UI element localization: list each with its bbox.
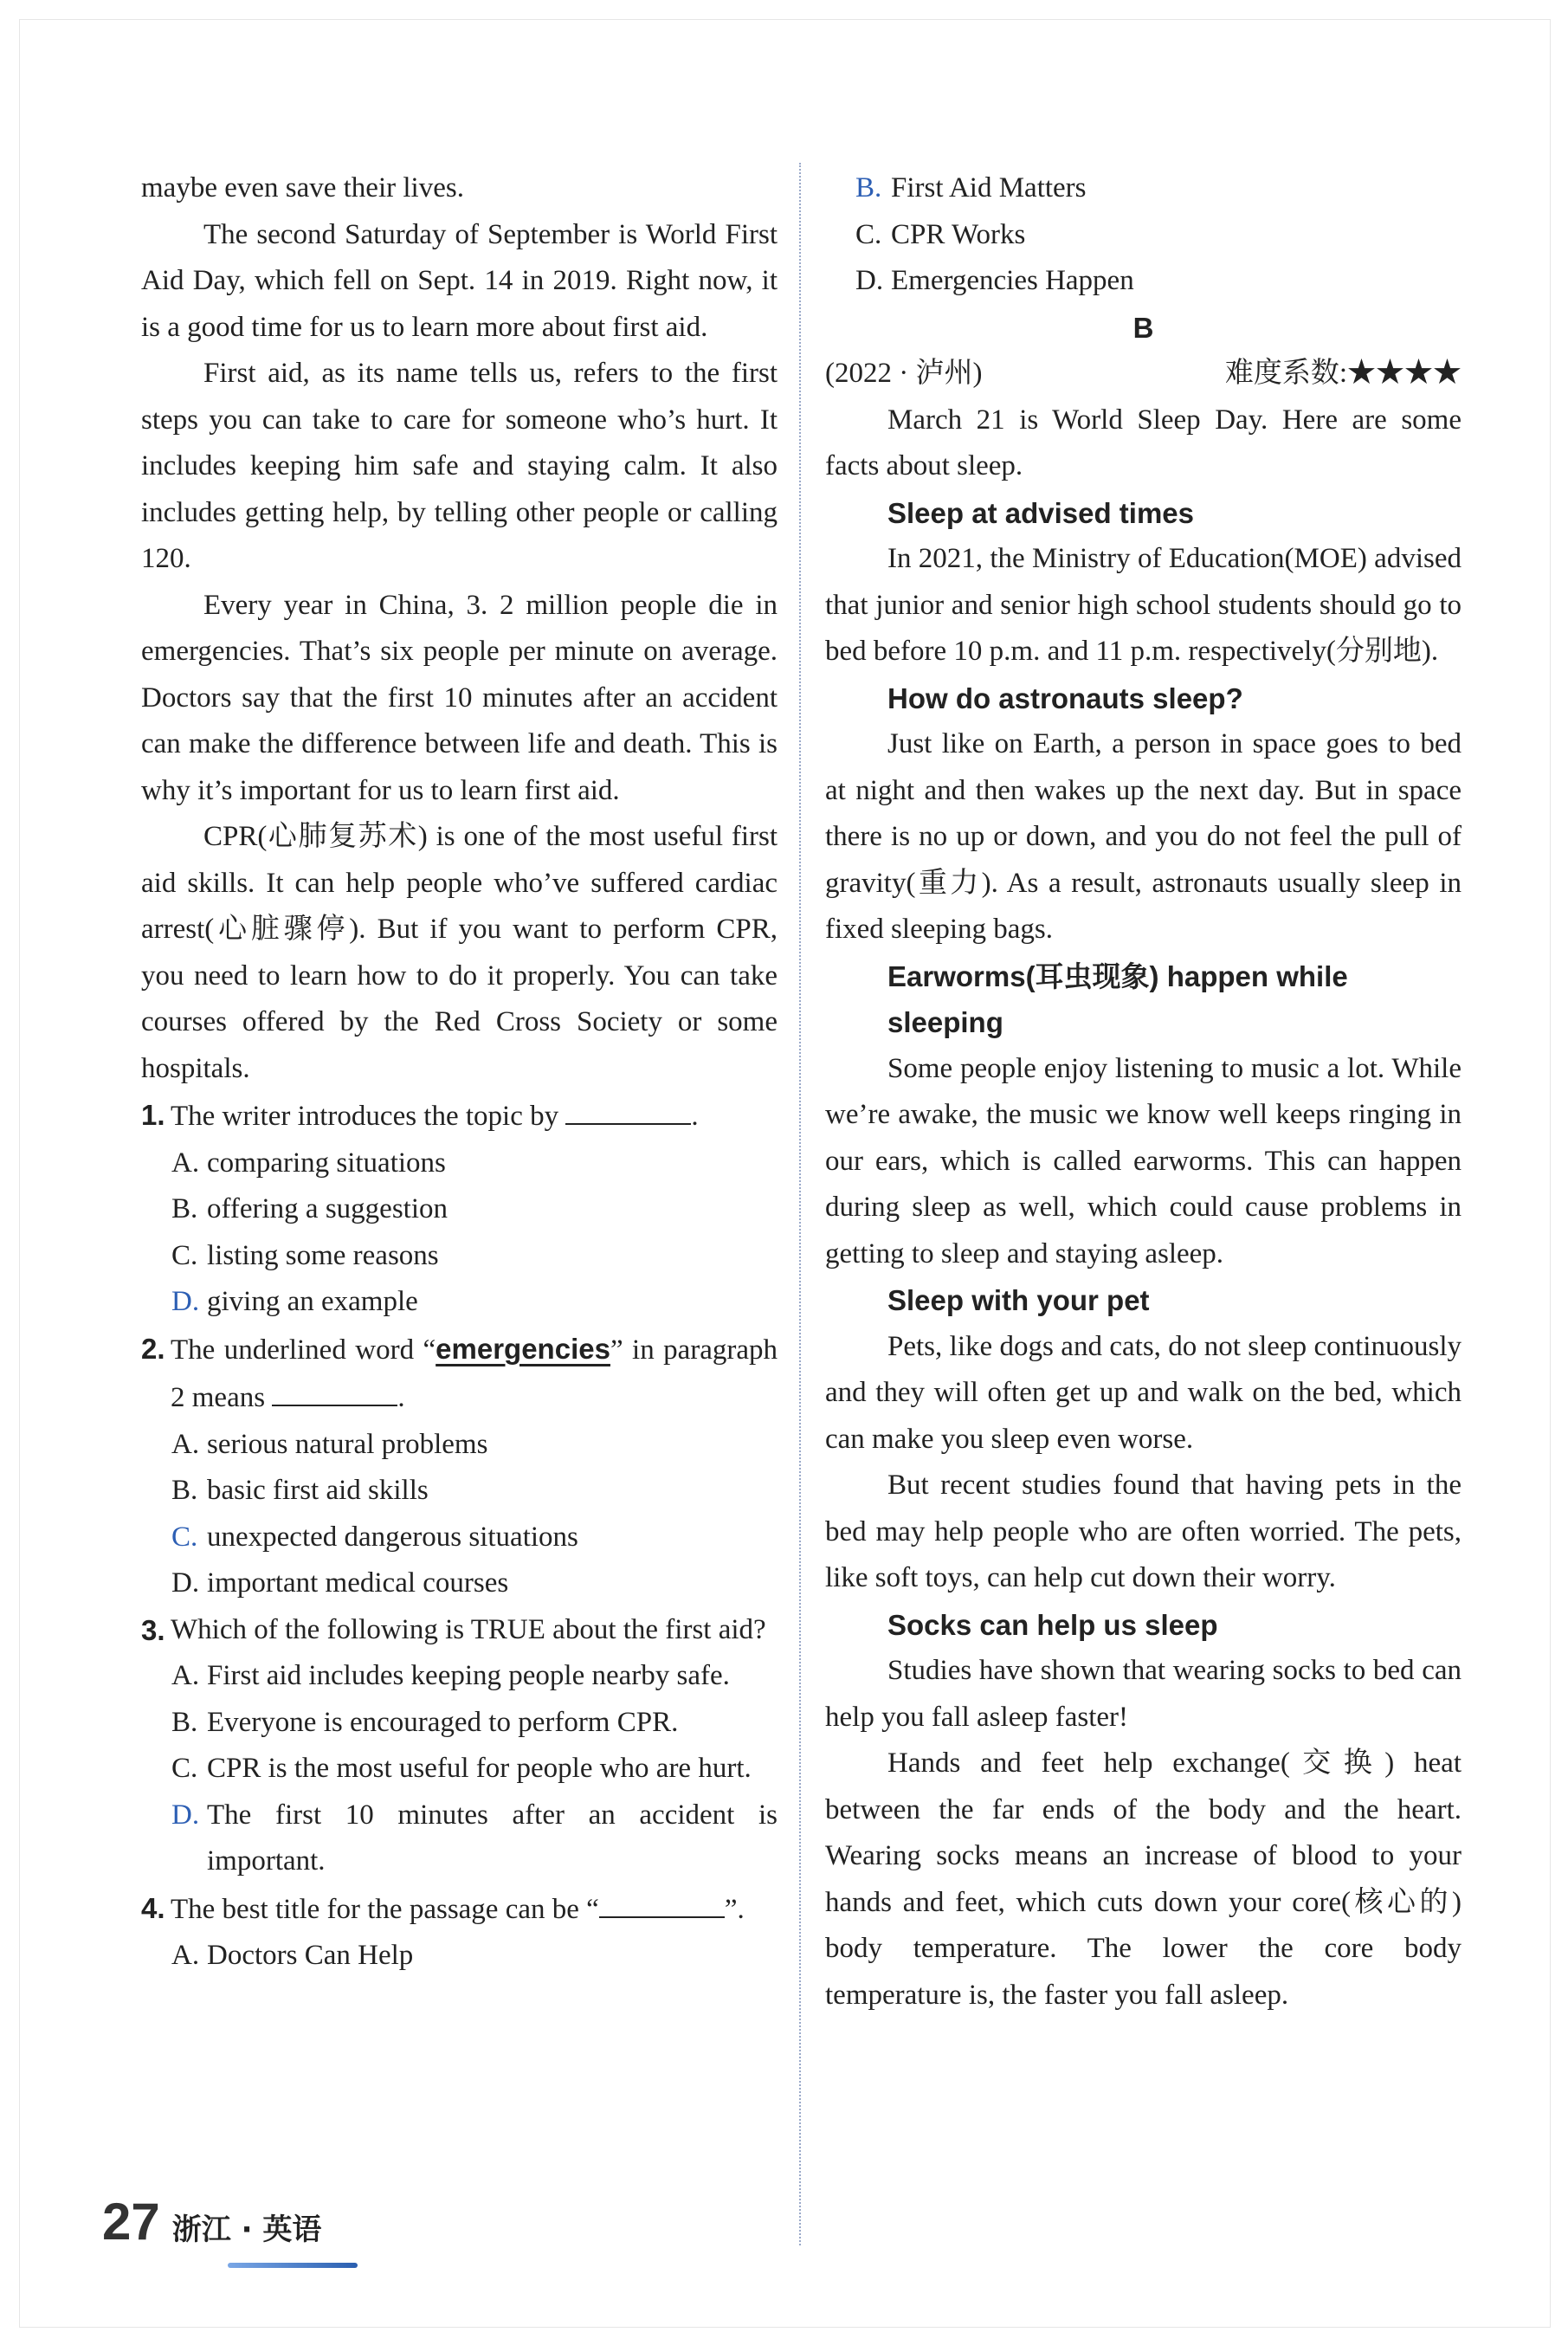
question-3 <box>141 1607 778 1654</box>
question-number: 4. <box>141 1891 165 1924</box>
option-c: C. unexpected dangerous situations <box>141 1515 778 1561</box>
section-heading: Sleep with your pet <box>887 1284 1150 1316</box>
section-heading: Socks can help us sleep <box>887 1608 1218 1641</box>
passage-paragraph: First aid, as its name tells us, refers to the first steps you can take to care for someone who’s hurt. It includes keeping him safe and staying calm. It also includes getting help, by telling other people or calling 120. <box>141 358 778 574</box>
answer-blank <box>565 1092 691 1125</box>
option-a: A. First aid includes keeping people nearby safe. <box>171 1660 730 1691</box>
answer-blank <box>599 1885 725 1918</box>
option-c: C. CPR is the most useful for people who are hurt. <box>171 1753 752 1784</box>
passage-paragraph: Every year in China, 3. 2 million people die in emergencies. That’s six people per minute on average. Doctors say that the first 10 minutes after an accident can make the difference between life and death. This is why it’s important for us to learn first aid. <box>141 589 778 806</box>
page-footer <box>102 2192 321 2251</box>
question-stem: The best title for the passage can be “ ”. <box>171 1885 778 1934</box>
column-divider <box>799 163 801 2245</box>
passage-paragraph: Just like on Earth, a person in space goes to bed at night and then wakes up the next day. But in space there is no up or down, and you do not feel the pull of gravity(重力). As a result, astronauts usually sleep in fixed sleeping bags. <box>825 728 1462 945</box>
passage-paragraph: The second Saturday of September is World First Aid Day, which fell on Sept. 14 in 2019. Right now, it is a good time for us to learn more about first aid. <box>141 218 778 343</box>
passage-paragraph: But recent studies found that having pets in the bed may help people who are often worried. The pets, like soft toys, can help cut down their worry. <box>825 1470 1462 1593</box>
right-column <box>825 165 1462 2019</box>
question-number: 1. <box>141 1099 165 1131</box>
option-a: A. Doctors Can Help <box>171 1940 414 1971</box>
answer-mark: D. <box>171 1799 200 1831</box>
question-stem: The underlined word “emergencies” in paragraph 2 means . <box>171 1332 778 1413</box>
passage-paragraph: Hands and feet help exchange(交换) heat between the far ends of the body and the heart. Wearing socks means an increase of blood to your hands and feet, which cuts down your core(核心的) body temperature. The lower the core body temperature is, the faster you fall asleep. <box>825 1747 1462 2011</box>
question-stem: The writer introduces the topic by . <box>171 1092 778 1140</box>
option-b: B. basic first aid skills <box>171 1475 429 1506</box>
section-heading: Sleep at advised times <box>887 496 1194 529</box>
answer-mark: D. <box>171 1286 200 1317</box>
page-number: 27 <box>102 2193 160 2251</box>
option-b: B. Everyone is encouraged to perform CPR. <box>171 1706 679 1738</box>
question-stem: Which of the following is TRUE about the first aid? <box>171 1613 766 1645</box>
answer-mark: C. <box>171 1521 198 1553</box>
answer-blank <box>272 1373 397 1406</box>
left-column <box>141 165 778 1980</box>
passage-paragraph: CPR(心肺复苏术) is one of the most useful first aid skills. It can help people who’ve suffered cardiac arrest(心脏骤停). But if you want to perform CPR, you need to learn how to do it properly. You can take courses offered by the Red Cross Society or some hospitals. <box>141 821 778 1084</box>
option-d: D. Emergencies Happen <box>855 265 1134 296</box>
option-c: C. CPR Works <box>855 218 1026 250</box>
section-heading: Earworms(耳虫现象) happen while sleeping <box>887 959 1348 1038</box>
passage-paragraph: Some people enjoy listening to music a lot. While we’re awake, the music we know well keeps ringing in our ears, which is called earworms. This can happen during sleep as well, which could cause problems in getting to sleep and staying asleep. <box>825 1052 1462 1269</box>
section-heading: How do astronauts sleep? <box>887 682 1243 714</box>
passage-intro: March 21 is World Sleep Day. Here are some facts about sleep. <box>825 404 1462 481</box>
question-4 <box>141 1885 778 1934</box>
option-a: A. comparing situations <box>171 1147 446 1179</box>
source-label: (2022 · 泸州) <box>825 358 983 389</box>
question-1 <box>141 1092 778 1140</box>
option-c: C. listing some reasons <box>171 1239 439 1271</box>
passage-meta <box>825 351 1462 397</box>
question-number: 2. <box>141 1332 165 1365</box>
section-letter: B <box>1132 311 1154 344</box>
underlined-word: emergencies <box>436 1332 610 1365</box>
passage-paragraph: Pets, like dogs and cats, do not sleep continuously and they will often get up and walk on the bed, which can make you sleep even worse. <box>825 1330 1462 1455</box>
footer-accent-line <box>228 2263 358 2268</box>
footer-label: 浙江 · 英语 <box>171 2213 322 2247</box>
answer-mark: B. <box>855 172 882 203</box>
option-b: B. First Aid Matters <box>825 165 1462 212</box>
workbook-page <box>19 19 1551 2328</box>
option-a: A. serious natural problems <box>171 1428 488 1460</box>
passage-paragraph: In 2021, the Ministry of Education(MOE) advised that junior and senior high school students should go to bed before 10 p.m. and 11 p.m. respectively(分别地). <box>825 543 1462 667</box>
passage-paragraph: Studies have shown that wearing socks to bed can help you fall asleep faster! <box>825 1655 1462 1733</box>
option-d: D. The first 10 minutes after an accident is important. <box>141 1793 778 1885</box>
passage-paragraph: maybe even save their lives. <box>141 172 464 203</box>
difficulty-rating: 难度系数:★★★★ <box>1224 358 1462 389</box>
question-2 <box>141 1326 778 1422</box>
option-d: D. giving an example <box>141 1279 778 1326</box>
option-d: D. important medical courses <box>171 1567 509 1599</box>
option-b: B. offering a suggestion <box>171 1193 448 1224</box>
question-number: 3. <box>141 1613 165 1646</box>
